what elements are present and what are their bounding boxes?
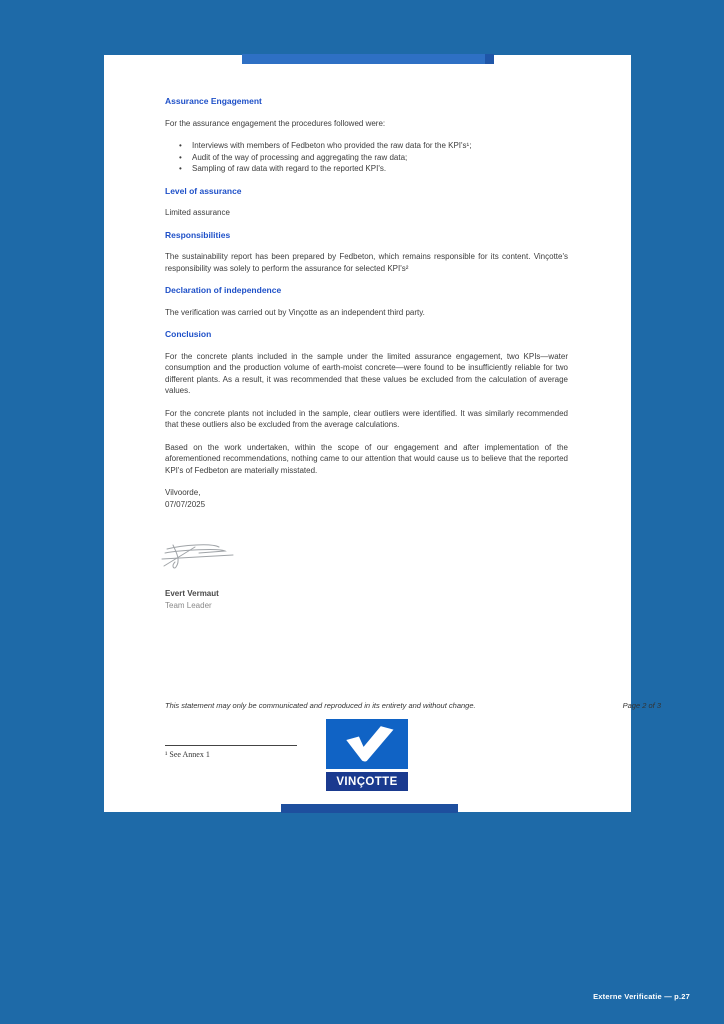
bottom-accent-bar xyxy=(281,804,458,813)
footer-statement: This statement may only be communicated and reproduced in its entirety and without change. xyxy=(165,701,476,710)
footnote-divider xyxy=(165,745,297,746)
page-footer xyxy=(165,701,661,710)
signer-block xyxy=(165,588,568,611)
footnote-see-annex: ¹ See Annex 1 xyxy=(165,750,210,759)
procedures-bullet-list xyxy=(179,140,568,175)
footer-page-number: Page 2 of 3 xyxy=(622,701,661,710)
place-date-block xyxy=(165,487,568,510)
paragraph-conclusion-3: Based on the work undertaken, within the scope of our engagement and after implementation of the aforementioned recommendations, nothing came to our attention that would cause us to believe that the reported KPI's of Fedbeton are materially misstated. xyxy=(165,442,568,475)
slide-footer-label: Externe Verificatie — p.27 xyxy=(593,992,690,1001)
vincotte-logo xyxy=(326,719,408,791)
heading-declaration-of-independence: Declaration of independence xyxy=(165,285,282,295)
paragraph-conclusion-2: For the concrete plants not included in the sample, clear outliers were identified. It was similarly recommended that these outliers also be excluded from the average calculations. xyxy=(165,408,568,429)
document-page xyxy=(104,55,661,812)
top-accent-bar xyxy=(242,54,494,64)
bullet-item-sampling: • Sampling of raw data with regard to the reported KPI's. xyxy=(179,163,568,175)
bullet-item-interviews: • Interviews with members of Fedbeton who provided the raw data for the KPI's¹; xyxy=(179,140,568,152)
document-body xyxy=(165,96,568,611)
top-accent-bar-cap xyxy=(485,54,494,64)
signer-title: Team Leader xyxy=(165,600,212,610)
vincotte-wordmark: VINÇOTTE xyxy=(326,772,408,791)
paragraph-responsibilities: The sustainability report has been prepared by Fedbeton, which remains responsible for its content. Vinçotte's responsibility was solely to perform the assurance for selected KPI's² xyxy=(165,252,568,273)
heading-assurance-engagement: Assurance Engagement xyxy=(165,96,262,106)
place-line: Vilvoorde, xyxy=(165,488,201,497)
paragraph-conclusion-1: For the concrete plants included in the sample under the limited assurance engagement, two KPIs—water consumption and the production volume of earth-moist concrete—were found to be insufficiently reliable for two different plants. As a result, it was recommended that these values be excluded from the calculation of average values. xyxy=(165,351,568,395)
paragraph-level-of-assurance: Limited assurance xyxy=(165,208,230,217)
vincotte-checkmark-icon xyxy=(326,719,408,769)
heading-conclusion: Conclusion xyxy=(165,329,212,339)
signer-name: Evert Vermaut xyxy=(165,589,219,598)
date-line: 07/07/2025 xyxy=(165,499,206,509)
bullet-item-audit: • Audit of the way of processing and aggregating the raw data; xyxy=(179,152,568,164)
signature-image xyxy=(159,532,245,572)
paragraph-declaration: The verification was carried out by Vinçotte as an independent third party. xyxy=(165,307,425,317)
heading-level-of-assurance: Level of assurance xyxy=(165,185,242,196)
heading-responsibilities: Responsibilities xyxy=(165,229,231,240)
paragraph-procedures-intro: For the assurance engagement the procedures followed were: xyxy=(165,118,386,128)
